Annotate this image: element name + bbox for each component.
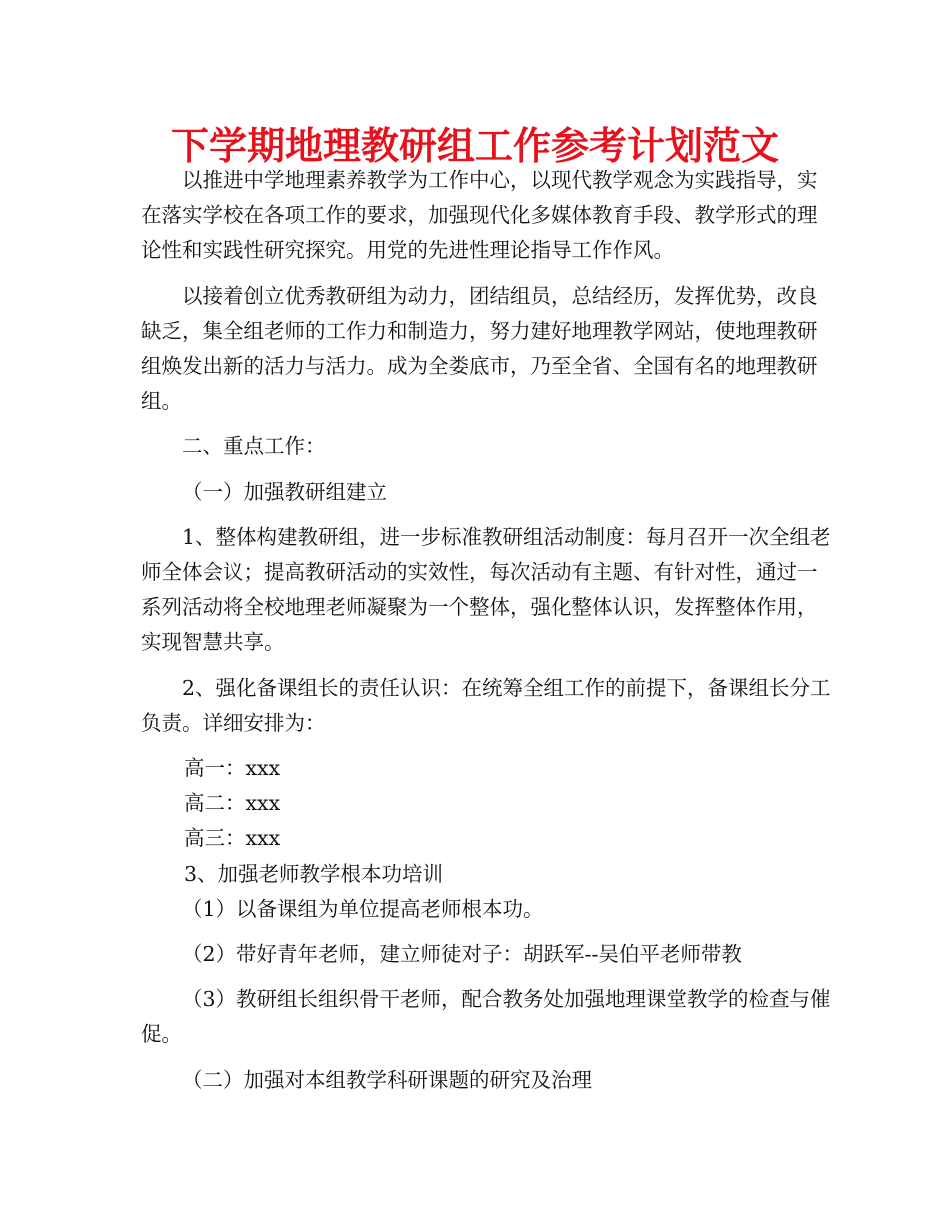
paragraph-goal: 以接着创立优秀教研组为动力，团结组员，总结经历，发挥优势，改良缺乏，集全组老师的工作力和制造力，努力建好地理教学网站，使地理教研组焕发出新的活力与活力。成为全娄底市，乃至全省、全国有名的地理教研组。 (141, 283, 818, 414)
subsection-heading-2: （二）加强对本组教学科研课题的研究及治理 (182, 1067, 592, 1092)
document-title: 下学期地理教研组工作参考计划范文 (170, 124, 779, 168)
sub-item-3: （3）教研组长组织骨干老师，配合教务处加强地理课堂教学的检查与催促。 (141, 987, 831, 1047)
grade-two-line: 高二：xxx (184, 791, 281, 816)
sub-item-1: （1）以备课组为单位提高老师根本功。 (182, 896, 544, 921)
sub-item-2: （2）带好青年老师，建立师徒对子：胡跃军--吴伯平老师带教 (182, 942, 742, 967)
paragraph-item-2: 2、强化备课组长的责任认识：在统筹全组工作的前提下，备课组长分工负责。详细安排为： (141, 675, 831, 735)
paragraph-intro: 以推进中学地理素养教学为工作中心，以现代教学观念为实践指导，实在落实学校在各项工作的要求，加强现代化多媒体教育手段、教学形式的理论性和实践性研究探究。用党的先进性理论指导工作作风。 (141, 168, 818, 263)
section-heading-key-work: 二、重点工作： (182, 434, 326, 459)
grade-one-line: 高一：xxx (184, 756, 281, 781)
document-body (141, 163, 836, 1098)
paragraph-item-1: 1、整体构建教研组，进一步标准教研组活动制度：每月召开一次全组老师全体会议；提高教研活动的实效性，每次活动有主题、有针对性，通过一系列活动将全校地理老师凝聚为一个整体，强化整体认识，发挥整体作用，实现智慧共享。 (141, 524, 831, 655)
grade-three-line: 高三：xxx (184, 826, 281, 851)
paragraph-item-3: 3、加强老师教学根本功培训 (184, 861, 444, 886)
subsection-heading-1: （一）加强教研组建立 (182, 479, 387, 504)
